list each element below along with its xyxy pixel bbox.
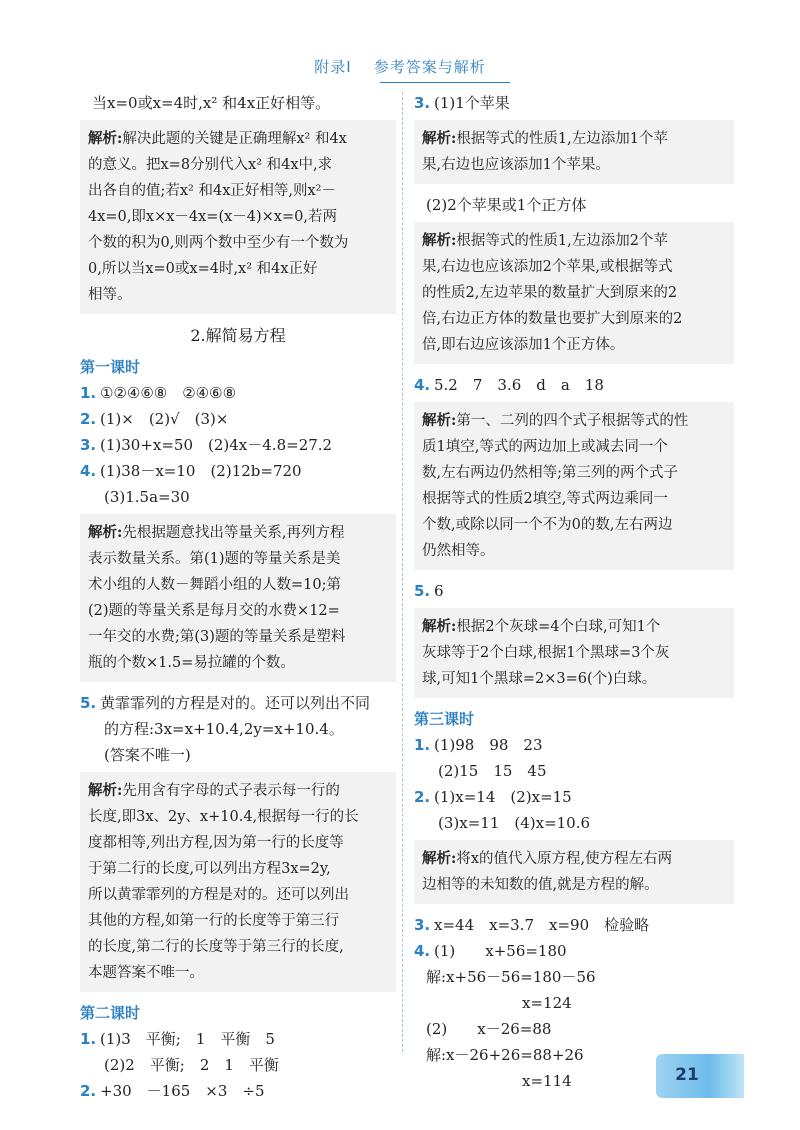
analysis-box <box>80 772 396 992</box>
question-3: 3. (1)1个苹果 <box>414 94 510 112</box>
analysis-line: 解析:先根据题意找出等量关系,再列方程 <box>88 524 345 541</box>
analysis-line: 长度,即3x、2y、x+10.4,根据每一行的长 <box>88 809 359 825</box>
question-4-line2: (3)1.5a=30 <box>104 488 190 506</box>
left-column <box>80 90 396 1104</box>
analysis-box <box>414 608 734 698</box>
lesson-heading: 第二课时 <box>80 1004 141 1022</box>
page-number: 21 <box>675 1065 699 1085</box>
analysis-line: 度都相等,列出方程,因为第一行的长度等 <box>88 835 344 851</box>
analysis-box <box>414 222 734 364</box>
question-2: 2. (1)× (2)√ (3)× <box>80 410 229 428</box>
analysis-line: 个数,或除以同一个不为0的数,左右两边 <box>422 517 673 533</box>
question-2-line2: (3)x=11 (4)x=10.6 <box>438 814 591 832</box>
analysis-box <box>414 120 734 184</box>
section-title: 2.解简易方程 <box>190 326 286 345</box>
question-1-line2: (2)2 平衡; 2 1 平衡 <box>104 1056 279 1074</box>
question-5-line3: (答案不唯一) <box>104 746 191 764</box>
lesson-heading: 第三课时 <box>414 710 475 728</box>
question-4: 4. (1)38－x=10 (2)12b=720 <box>80 462 302 480</box>
analysis-line: 果,右边也应该添加1个苹果。 <box>422 157 610 173</box>
question-2: 2. +30 －165 ×3 ÷5 <box>80 1082 265 1100</box>
analysis-line: 的长度,第二行的长度等于第三行的长度, <box>88 939 344 955</box>
analysis-line: 灰球等于2个白球,根据1个黑球=3个灰 <box>422 645 670 661</box>
analysis-line: 仍然相等。 <box>422 543 495 559</box>
question-1: 1. (1)3 平衡; 1 平衡 5 <box>80 1030 275 1048</box>
analysis-line: 本题答案不唯一。 <box>88 965 204 981</box>
analysis-line: 个数的积为0,则两个数中至少有一个数为 <box>88 235 349 251</box>
question-1: 1. (1)98 98 23 <box>414 736 543 754</box>
analysis-label: 解析: <box>88 130 123 147</box>
analysis-line: 的性质2,左边苹果的数量扩大到原来的2 <box>422 285 678 301</box>
analysis-line: 解析:根据等式的性质1,左边添加1个苹 <box>422 130 668 147</box>
analysis-line: 4x=0,即x×x－4x=(x－4)×x=0,若两 <box>88 209 337 225</box>
analysis-line: 边相等的未知数的值,就是方程的解。 <box>422 877 659 893</box>
question-4: 4. (1) x+56=180 <box>414 942 567 960</box>
analysis-line: 解析:解决此题的关键是正确理解x² 和4x <box>88 130 347 147</box>
analysis-line: 解析:根据等式的性质1,左边添加2个苹 <box>422 232 668 249</box>
analysis-line: 的意义。把x=8分别代入x² 和4x中,求 <box>88 157 333 173</box>
analysis-line: 出各自的值;若x² 和4x正好相等,则x²－ <box>88 183 336 199</box>
analysis-line: 倍,右边正方体的数量也要扩大到原来的2 <box>422 311 683 327</box>
analysis-line: 倍,即右边应该添加1个正方体。 <box>422 337 625 353</box>
question-5: 5. 6 <box>414 582 444 600</box>
question-3: 3. (1)30+x=50 (2)4x－4.8=27.2 <box>80 436 333 454</box>
question-4-part2: (2) x－26=88 <box>426 1020 552 1038</box>
question-4: 4. 5.2 7 3.6 d a 18 <box>414 376 604 394</box>
question-1-line2: (2)15 15 45 <box>438 762 547 780</box>
solution-line: 解:x+56－56=180－56 <box>426 968 596 986</box>
result-line: x=124 <box>522 994 572 1012</box>
analysis-line: 一年交的水费;第(3)题的等量关系是塑料 <box>88 629 346 645</box>
analysis-line: 解析:先用含有字母的式子表示每一行的 <box>88 782 340 799</box>
analysis-line: 解析:将x的值代入原方程,使方程左右两 <box>422 850 673 867</box>
analysis-line: 表示数量关系。第(1)题的等量关系是美 <box>88 551 341 567</box>
analysis-box <box>414 402 734 570</box>
analysis-box <box>80 120 396 314</box>
analysis-line: 果,右边也应该添加2个苹果,或根据等式 <box>422 259 673 275</box>
question-3-part2: (2)2个苹果或1个正方体 <box>426 196 587 214</box>
question-5: 5. 黄霏霏列的方程是对的。还可以列出不同 <box>80 694 371 712</box>
analysis-line: (2)题的等量关系是每月交的水费×12= <box>88 603 340 619</box>
analysis-line: 相等。 <box>88 287 132 303</box>
question-5-line2: 的方程:3x=x+10.4,2y=x+10.4。 <box>104 720 344 738</box>
header-rule <box>380 82 510 83</box>
analysis-line: 数,左右两边仍然相等;第三列的两个式子 <box>422 465 678 481</box>
analysis-line: 术小组的人数－舞蹈小组的人数=10;第 <box>88 577 341 593</box>
analysis-line: 于第二行的长度,可以列出方程3x=2y, <box>88 861 331 877</box>
analysis-line: 解析:第一、二列的四个式子根据等式的性 <box>422 412 689 429</box>
analysis-box <box>80 514 396 682</box>
analysis-line: 解析:根据2个灰球=4个白球,可知1个 <box>422 618 661 635</box>
question-3: 3. x=44 x=3.7 x=90 检验略 <box>414 916 650 934</box>
result-line: x=114 <box>522 1072 572 1090</box>
page-title: 参考答案与解析 <box>373 58 486 76</box>
page-header <box>0 56 800 77</box>
solution-line: 解:x－26+26=88+26 <box>426 1046 584 1064</box>
right-column <box>414 90 734 1094</box>
analysis-box <box>414 840 734 904</box>
question-2: 2. (1)x=14 (2)x=15 <box>414 788 572 806</box>
analysis-line: 质1填空,等式的两边加上或减去同一个 <box>422 439 668 455</box>
analysis-line: 所以黄霏霏列的方程是对的。还可以列出 <box>88 887 349 903</box>
appendix-label: 附录Ⅰ <box>314 58 352 76</box>
analysis-line: 瓶的个数×1.5=易拉罐的个数。 <box>88 655 295 671</box>
analysis-line: 其他的方程,如第一行的长度等于第三行 <box>88 913 340 929</box>
lesson-heading: 第一课时 <box>80 358 141 376</box>
question-1: 1. ①②④⑥⑧ ②④⑥⑧ <box>80 384 237 402</box>
intro-line: 当x=0或x=4时,x² 和4x正好相等。 <box>92 94 331 112</box>
analysis-line: 根据等式的性质2填空,等式两边乘同一 <box>422 491 668 507</box>
analysis-line: 球,可知1个黑球=2×3=6(个)白球。 <box>422 671 657 687</box>
column-divider <box>402 92 403 1052</box>
analysis-line: 0,所以当x=0或x=4时,x² 和4x正好 <box>88 261 318 277</box>
